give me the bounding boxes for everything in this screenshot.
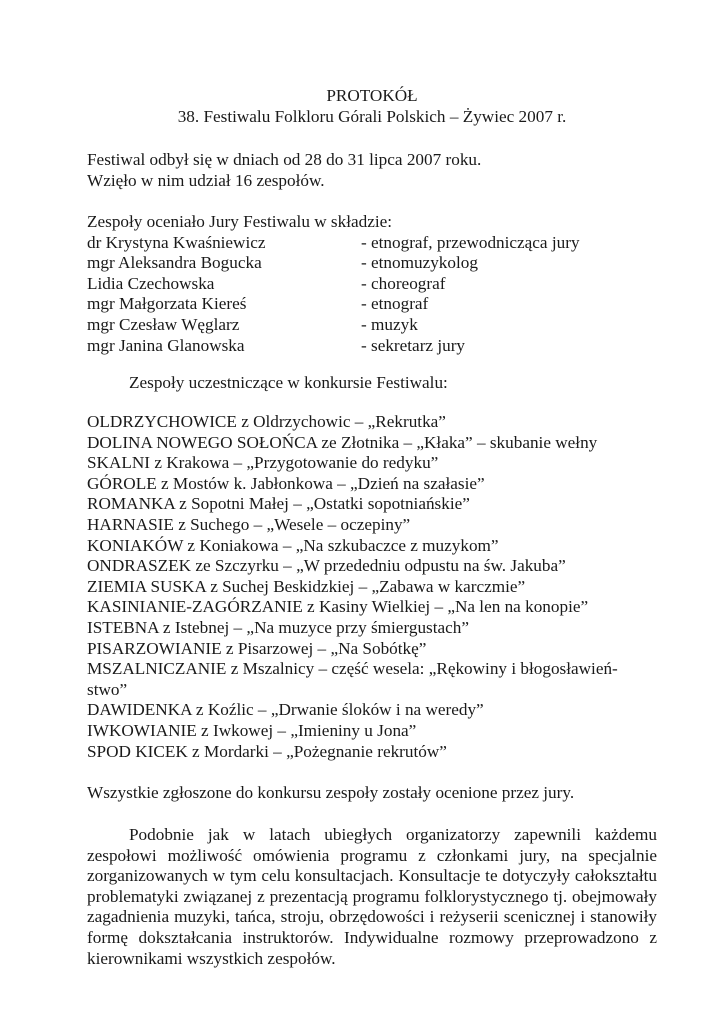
- jury-member: [87, 274, 657, 295]
- competition-entry: KASINIANIE-ZAGÓRZANIE z Kasiny Wielkiej – „Na len na konopie”: [87, 597, 589, 617]
- jury-member-role: - muzyk: [361, 314, 418, 334]
- consultation-paragraph: Podobnie jak w latach ubiegłych organizatorzy zapewnili każdemu zespołowi możliwość omówienia programu z członkami jury, na specjalnie zorganizowanych w tym celu konsultacjach. Konsultacje te dotyczyły całokształtu problematyki związanej z prezentacją programu folklorystycznego tj. obejmowały zagadnienia muzyki, tańca, stroju, obrzędowości i reżyserii scenicznej i stanowiły formę dokształcania instruktorów. Indywidualne rozmowy przeprowadzono z kierownikami wszystkich zespołów.: [87, 825, 657, 968]
- jury-member: [87, 315, 657, 336]
- competition-entry: GÓROLE z Mostów k. Jabłonkowa – „Dzień na szałasie”: [87, 473, 485, 493]
- jury-member-role: - choreograf: [361, 273, 446, 293]
- jury-member: [87, 294, 657, 315]
- document-title: PROTOKÓŁ: [326, 86, 418, 105]
- jury-member-role: - sekretarz jury: [361, 335, 466, 355]
- competition-entry: DOLINA NOWEGO SOŁOŃCA ze Złotnika – „Kłaka” – skubanie wełny: [87, 432, 598, 452]
- competition-entry: IWKOWIANIE z Iwkowej – „Imieniny u Jona”: [87, 720, 417, 740]
- jury-member-role: - etnograf, przewodnicząca jury: [361, 232, 580, 252]
- competition-entry: DAWIDENKA z Koźlic – „Drwanie śloków i na weredy”: [87, 700, 484, 720]
- competition-entry: KONIAKÓW z Koniakowa – „Na szkubaczce z muzykom”: [87, 535, 499, 555]
- intro-paragraph: [87, 150, 657, 191]
- competition-entry: ISTEBNA z Istebnej – „Na muzyce przy śmiergustach”: [87, 617, 469, 637]
- jury-member-name: mgr Małgorzata Kiereś: [87, 294, 247, 314]
- intro-line: Festiwal odbył się w dniach od 28 do 31 lipca 2007 roku.: [87, 150, 482, 169]
- jury-member: [87, 253, 657, 274]
- jury-heading: Zespoły oceniało Jury Festiwalu w składzie:: [87, 212, 393, 231]
- competition-entry: ZIEMIA SUSKA z Suchej Beskidzkiej – „Zabawa w karczmie”: [87, 576, 526, 596]
- jury-member: [87, 233, 657, 254]
- jury-section: [87, 212, 657, 356]
- jury-member: [87, 336, 657, 357]
- competition-entry-continuation: stwo”: [87, 679, 128, 699]
- competition-entry: ONDRASZEK ze Szczyrku – „W przededniu odpustu na św. Jakuba”: [87, 556, 566, 576]
- competition-entry: ROMANKA z Sopotni Małej – „Ostatki sopotniańskie”: [87, 494, 470, 514]
- jury-member-role: - etnograf: [361, 294, 429, 314]
- jury-member-name: Lidia Czechowska: [87, 273, 215, 293]
- competition-entry: OLDRZYCHOWICE z Oldrzychowic – „Rekrutka”: [87, 412, 446, 431]
- assessment-paragraph: Wszystkie zgłoszone do konkursu zespoły zostały ocenione przez jury.: [87, 783, 575, 802]
- intro-line: Wzięło w nim udział 16 zespołów.: [87, 170, 325, 190]
- competition-heading: Zespoły uczestniczące w konkursie Festiwalu:: [129, 373, 448, 392]
- competition-entry: SKALNI z Krakowa – „Przygotowanie do redyku”: [87, 453, 439, 473]
- competition-entry: MSZALNICZANIE z Mszalnicy – część wesela: „Rękowiny i błogosławień-: [87, 659, 618, 679]
- jury-member-name: mgr Czesław Węglarz: [87, 314, 240, 334]
- document-header: [87, 86, 657, 127]
- competition-entry: PISARZOWIANIE z Pisarzowej – „Na Sobótkę”: [87, 638, 427, 658]
- competition-entry: SPOD KICEK z Mordarki – „Pożegnanie rekrutów”: [87, 741, 447, 761]
- jury-member-name: dr Krystyna Kwaśniewicz: [87, 232, 266, 252]
- competition-entry: HARNASIE z Suchego – „Wesele – oczepiny”: [87, 514, 411, 534]
- jury-member-name: mgr Janina Glanowska: [87, 335, 245, 355]
- jury-member-name: mgr Aleksandra Bogucka: [87, 253, 262, 273]
- document-subtitle: 38. Festiwalu Folkloru Górali Polskich – Żywiec 2007 r.: [177, 106, 567, 126]
- competition-list: [87, 412, 657, 762]
- jury-member-role: - etnomuzykolog: [361, 253, 478, 273]
